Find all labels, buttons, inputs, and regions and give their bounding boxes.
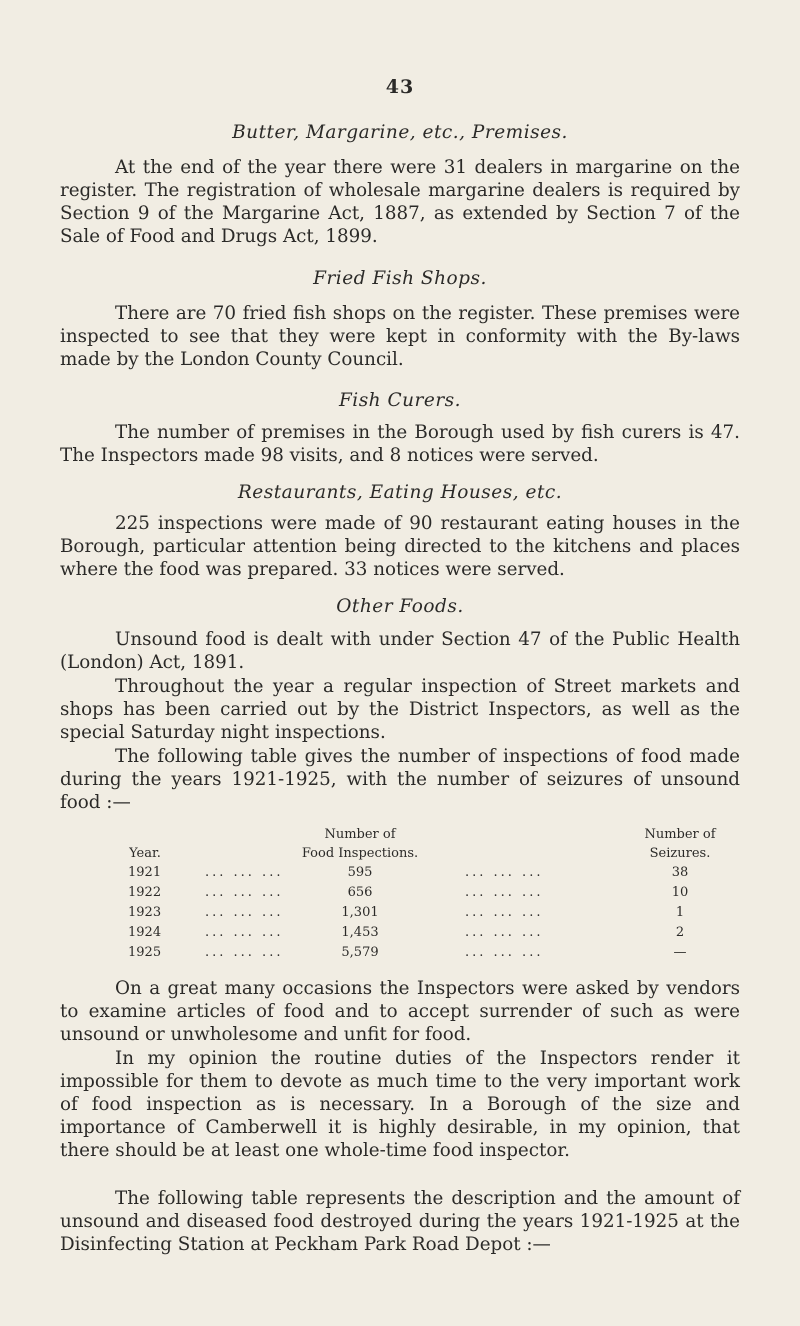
cell-seizures: —	[673, 945, 687, 960]
cell-inspections: 1,453	[341, 925, 379, 940]
paragraph-inspector-opinion: In my opinion the routine duties of the Inspectors render it impossible for them to devote as much time to the very important work of food inspection as is necessary. In a Borough of the size and importance of Camberwell it is highly desirable, in my opinion, that there should be at least one whole-time food inspector.	[60, 1048, 740, 1161]
heading-restaurants: Restaurants, Eating Houses, etc.	[237, 482, 563, 503]
cell-year: 1923	[128, 905, 162, 920]
cell-seizures: 2	[675, 925, 685, 940]
table-row	[60, 883, 740, 903]
cell-inspections: 656	[347, 885, 373, 900]
dot-leader: ... ... ...	[205, 885, 284, 900]
header-seizures-line1: Number of	[644, 827, 716, 842]
cell-seizures: 1	[675, 905, 685, 920]
paragraph-table-intro: The following table gives the number of inspections of food made during the years 1921-1925, with the number of seizures of unsound food :—	[60, 746, 740, 813]
dot-leader: ... ... ...	[205, 925, 284, 940]
dot-leader: ... ... ...	[465, 945, 544, 960]
dot-leader: ... ... ...	[465, 865, 544, 880]
dot-leader: ... ... ...	[205, 865, 284, 880]
header-seizures-line2: Seizures.	[649, 846, 711, 861]
dot-leader: ... ... ...	[205, 945, 284, 960]
cell-inspections: 5,579	[341, 945, 379, 960]
heading-butter-margarine: Butter, Margarine, etc., Premises.	[232, 122, 568, 143]
paragraph-fish-curers: The number of premises in the Borough used by fish curers is 47. The Inspectors made 98 visits, and 8 notices were served.	[60, 422, 740, 466]
dot-leader: ... ... ...	[465, 885, 544, 900]
heading-fried-fish-shops: Fried Fish Shops.	[313, 268, 487, 289]
dot-leader: ... ... ...	[205, 905, 284, 920]
table-row	[60, 923, 740, 943]
paragraph-margarine-dealers: At the end of the year there were 31 dealers in margarine on the register. The registration of wholesale margarine dealers is required by Section 9 of the Margarine Act, 1887, as extended by Section 7 of the Sale of Food and Drugs Act, 1899.	[60, 157, 740, 247]
cell-inspections: 1,301	[341, 905, 379, 920]
cell-seizures: 38	[671, 865, 689, 880]
paragraph-fried-fish-shops: There are 70 fried fish shops on the register. These premises were inspected to see that they were kept in conformity with the By-laws made by the London County Council.	[60, 303, 740, 370]
header-inspections-line2: Food Inspections.	[301, 846, 419, 861]
dot-leader: ... ... ...	[465, 925, 544, 940]
paragraph-street-markets: Throughout the year a regular inspection of Street markets and shops has been carried out by the District Inspectors, as well as the special Saturday night inspections.	[60, 676, 740, 743]
table-row	[60, 863, 740, 883]
cell-seizures: 10	[671, 885, 689, 900]
cell-year: 1922	[128, 885, 162, 900]
heading-other-foods: Other Foods.	[336, 596, 464, 617]
heading-fish-curers: Fish Curers.	[338, 390, 462, 411]
cell-year: 1925	[128, 945, 162, 960]
dot-leader: ... ... ...	[465, 905, 544, 920]
paragraph-destroyed-food-intro: The following table represents the description and the amount of unsound and diseased food destroyed during the years 1921-1925 at the Disinfecting Station at Peckham Park Road Depot :—	[60, 1188, 740, 1255]
paragraph-unsound-food-act: Unsound food is dealt with under Section 47 of the Public Health (London) Act, 1891.	[60, 629, 740, 673]
header-inspections-line1: Number of	[324, 827, 396, 842]
cell-year: 1921	[128, 865, 162, 880]
paragraph-vendors-surrender: On a great many occasions the Inspectors were asked by vendors to examine articles of food and to accept surrender of such as were unsound or unwholesome and unfit for food.	[60, 978, 740, 1045]
table-row	[60, 903, 740, 923]
table-row	[60, 943, 740, 963]
cell-year: 1924	[128, 925, 162, 940]
header-year: Year.	[129, 846, 161, 861]
page-number: 43	[385, 76, 415, 98]
cell-inspections: 595	[347, 865, 373, 880]
paragraph-restaurants: 225 inspections were made of 90 restaurant eating houses in the Borough, particular attention being directed to the kitchens and places where the food was prepared. 33 notices were served.	[60, 513, 740, 580]
